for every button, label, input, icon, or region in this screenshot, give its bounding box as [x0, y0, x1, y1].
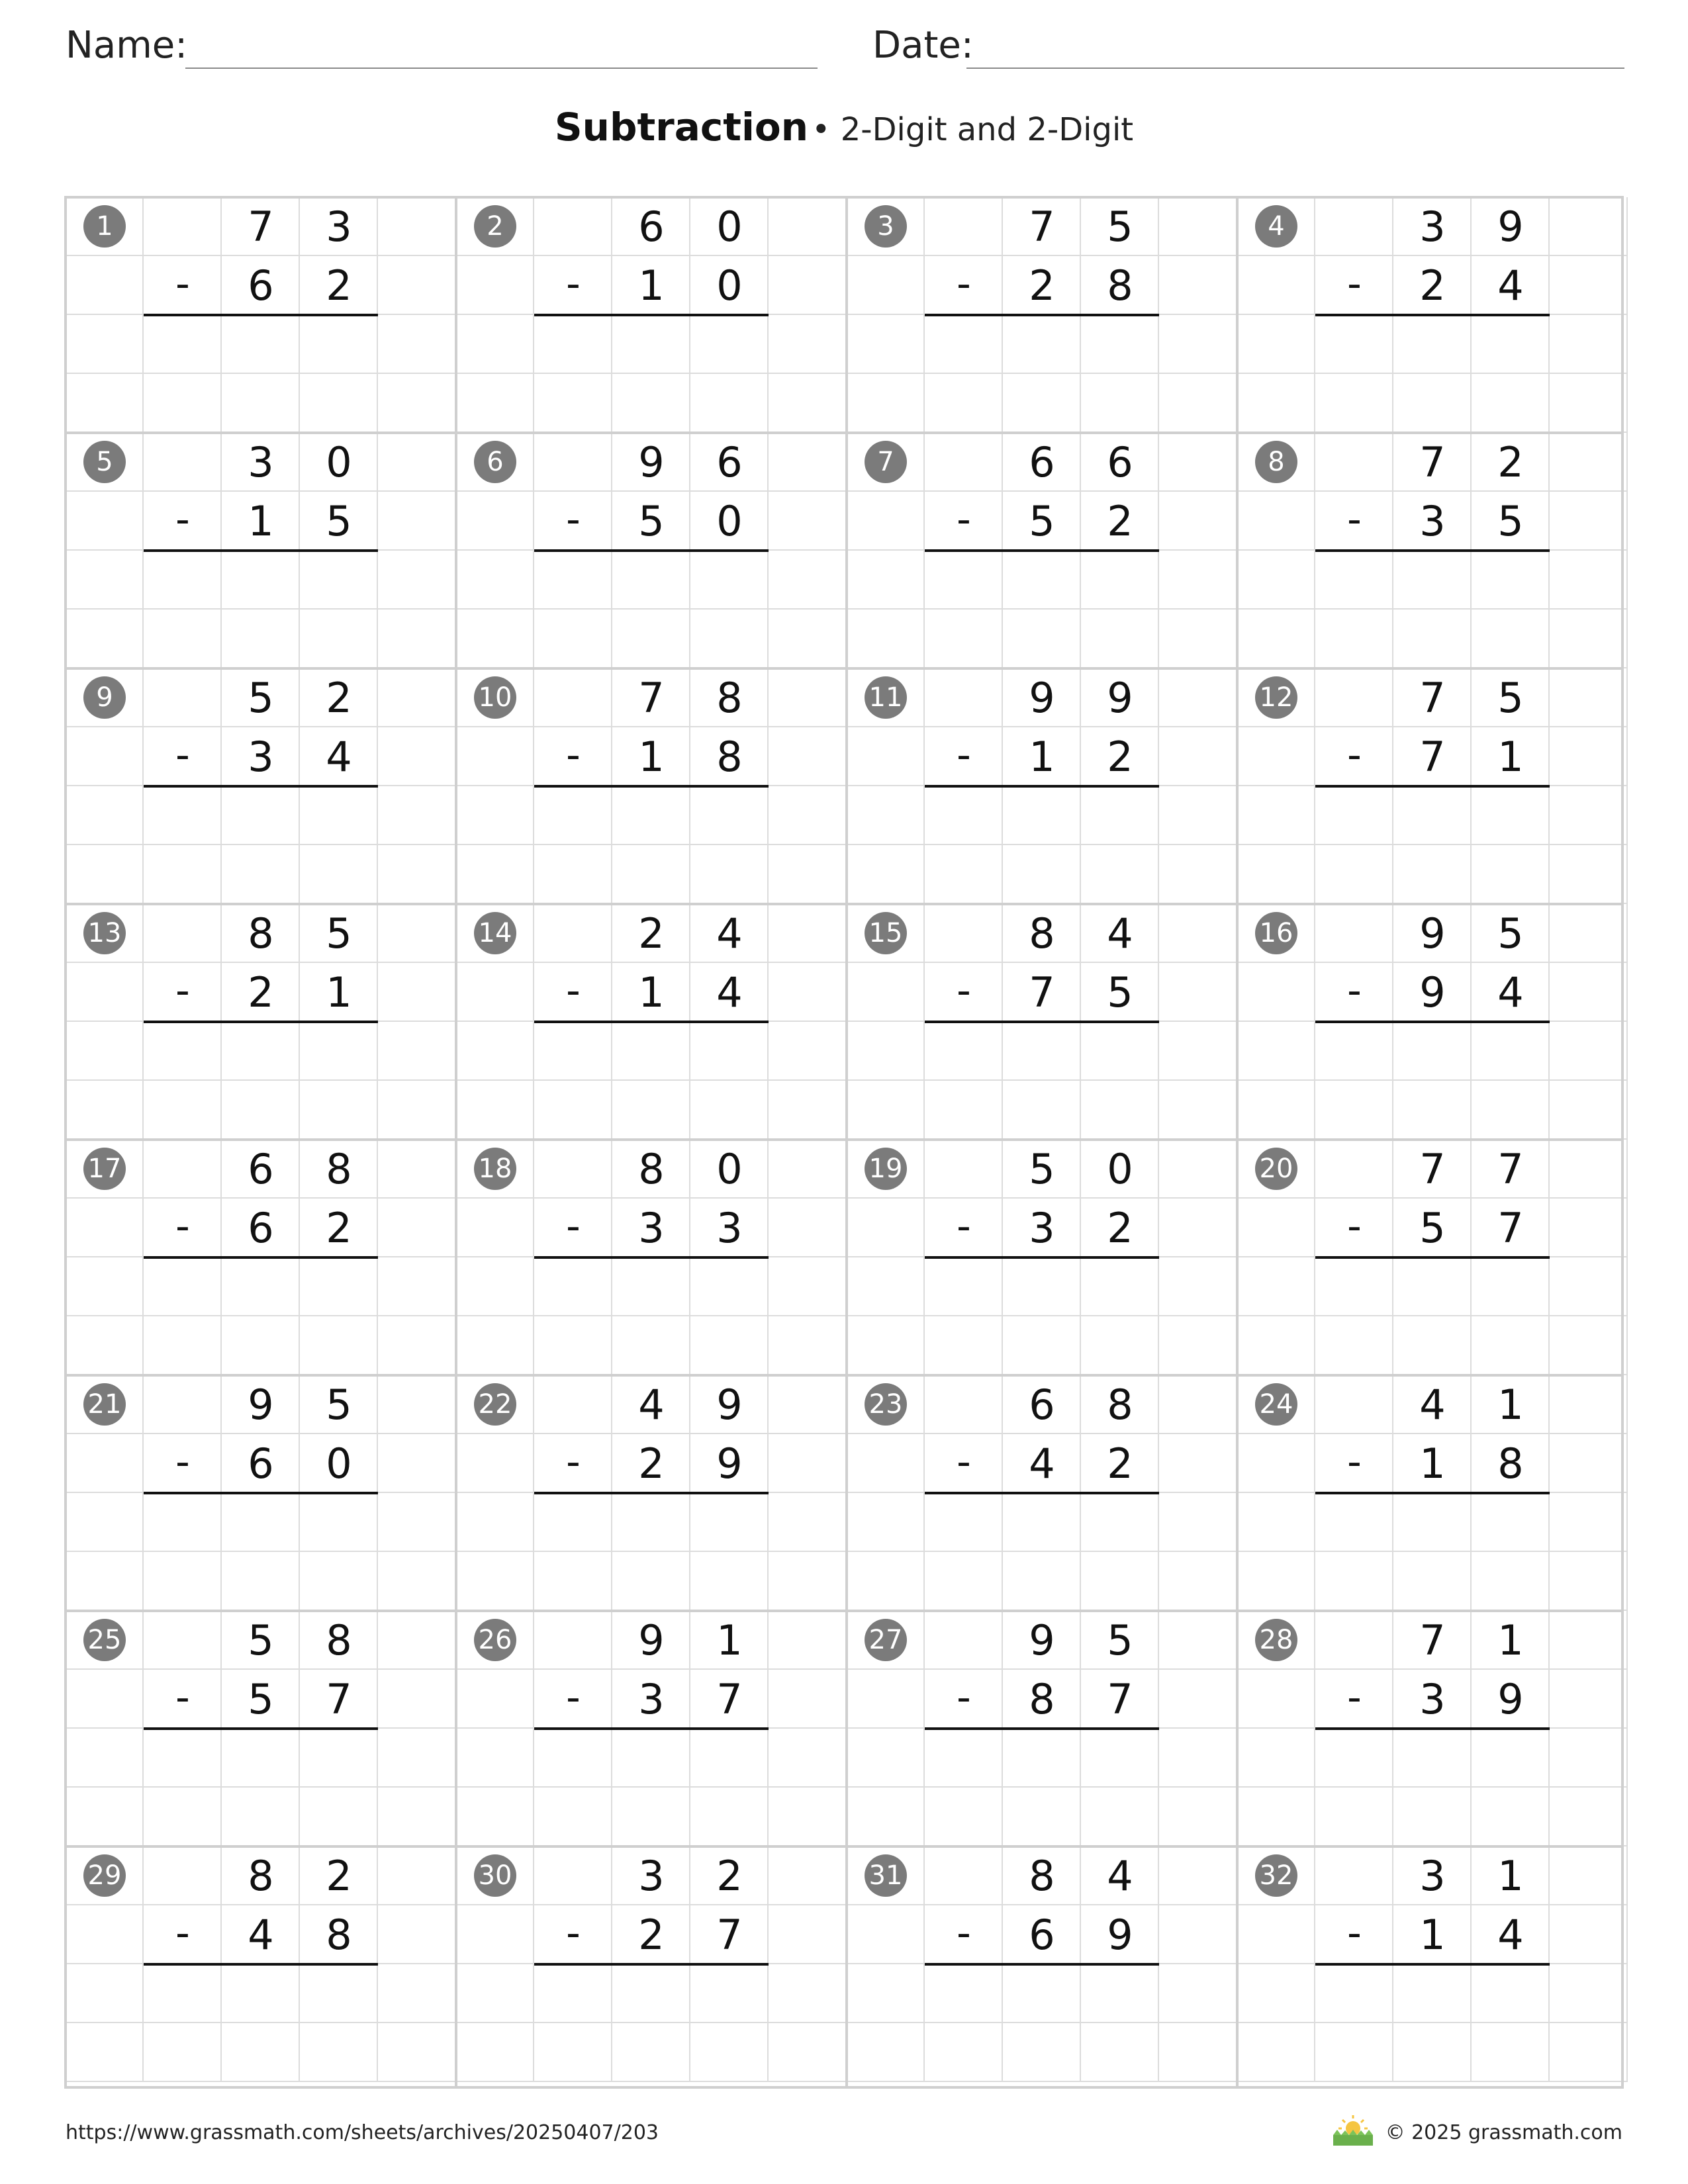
minuend-digit: 9: [1029, 1616, 1055, 1664]
name-label: Name:: [66, 24, 188, 67]
minus-sign: -: [175, 968, 190, 1014]
subtrahend-digit: 7: [1029, 968, 1055, 1017]
subtrahend-digit: 1: [248, 497, 274, 545]
subtrahend-digit: 0: [716, 497, 743, 545]
minus-sign: -: [175, 1439, 190, 1485]
minuend-digit: 9: [1029, 674, 1055, 722]
name-field[interactable]: [185, 68, 818, 69]
answer-line: [144, 549, 378, 552]
subtrahend-digit: 2: [1107, 1204, 1133, 1252]
subtrahend-digit: 2: [1107, 733, 1133, 781]
minuend-digit: 7: [1419, 1145, 1446, 1193]
date-label: Date:: [872, 24, 974, 67]
minuend-digit: 3: [326, 203, 352, 251]
subtrahend-digit: 2: [638, 1911, 665, 1959]
subtrahend-digit: 4: [1497, 261, 1524, 310]
minuend-digit: 6: [1029, 1381, 1055, 1429]
problem-number-badge: 3: [865, 205, 907, 248]
minuend-digit: 2: [326, 674, 352, 722]
minuend-digit: 5: [1497, 909, 1524, 958]
subtrahend-digit: 3: [1419, 1675, 1446, 1723]
subtrahend-digit: 9: [1419, 968, 1446, 1017]
minuend-digit: 1: [1497, 1381, 1524, 1429]
subtrahend-digit: 1: [326, 968, 352, 1017]
subtrahend-digit: 4: [326, 733, 352, 781]
minuend-digit: 4: [1107, 909, 1133, 958]
subtrahend-digit: 2: [1419, 261, 1446, 310]
subtrahend-digit: 8: [1497, 1439, 1524, 1488]
answer-line: [534, 1963, 769, 1966]
subtrahend-digit: 4: [1497, 1911, 1524, 1959]
answer-line: [534, 1021, 769, 1023]
subtrahend-digit: 3: [248, 733, 274, 781]
problem-number-badge: 31: [865, 1854, 907, 1897]
problem-number-badge: 13: [83, 912, 126, 954]
answer-line: [925, 1963, 1159, 1966]
minuend-digit: 5: [1107, 1616, 1133, 1664]
minus-sign: -: [175, 1203, 190, 1250]
problem-number-badge: 30: [474, 1854, 516, 1897]
answer-line: [1315, 549, 1550, 552]
subtrahend-digit: 7: [1107, 1675, 1133, 1723]
problem-number-badge: 23: [865, 1383, 907, 1426]
problem-number-badge: 4: [1255, 205, 1297, 248]
minuend-digit: 8: [1029, 1852, 1055, 1900]
subtrahend-digit: 2: [1029, 261, 1055, 310]
problem-number-badge: 2: [474, 205, 516, 248]
answer-line: [1315, 1963, 1550, 1966]
minuend-digit: 6: [716, 438, 743, 486]
minuend-digit: 5: [248, 674, 274, 722]
subtrahend-digit: 4: [1497, 968, 1524, 1017]
minus-sign: -: [957, 496, 971, 543]
answer-line: [925, 1021, 1159, 1023]
subtrahend-digit: 6: [248, 1204, 274, 1252]
subtrahend-digit: 4: [1029, 1439, 1055, 1488]
minus-sign: -: [175, 261, 190, 307]
minus-sign: -: [1347, 1674, 1362, 1721]
minuend-digit: 6: [1029, 438, 1055, 486]
subtrahend-digit: 7: [716, 1911, 743, 1959]
subtrahend-digit: 2: [1107, 497, 1133, 545]
subtrahend-digit: 1: [1419, 1911, 1446, 1959]
minus-sign: -: [566, 1910, 581, 1956]
problem-number-badge: 5: [83, 441, 126, 483]
minus-sign: -: [957, 1203, 971, 1250]
minuend-digit: 8: [716, 674, 743, 722]
subtrahend-digit: 8: [1029, 1675, 1055, 1723]
problem-number-badge: 8: [1255, 441, 1297, 483]
minuend-digit: 4: [716, 909, 743, 958]
minuend-digit: 7: [1419, 674, 1446, 722]
subtrahend-digit: 3: [716, 1204, 743, 1252]
page-title: [0, 105, 1688, 150]
minuend-digit: 1: [1497, 1616, 1524, 1664]
subtrahend-digit: 0: [716, 261, 743, 310]
minus-sign: -: [1347, 1203, 1362, 1250]
minuend-digit: 8: [326, 1616, 352, 1664]
answer-line: [534, 1256, 769, 1259]
minus-sign: -: [566, 1439, 581, 1485]
answer-line: [144, 1727, 378, 1730]
minus-sign: -: [957, 1910, 971, 1956]
minuend-digit: 3: [1419, 203, 1446, 251]
minus-sign: -: [1347, 968, 1362, 1014]
subtrahend-digit: 2: [248, 968, 274, 1017]
answer-line: [144, 1256, 378, 1259]
problem-number-badge: 6: [474, 441, 516, 483]
minus-sign: -: [566, 732, 581, 778]
minuend-digit: 6: [638, 203, 665, 251]
minuend-digit: 0: [1107, 1145, 1133, 1193]
answer-line: [925, 785, 1159, 788]
minus-sign: -: [957, 1674, 971, 1721]
problem-number-badge: 26: [474, 1619, 516, 1661]
answer-line: [534, 549, 769, 552]
minuend-digit: 9: [638, 1616, 665, 1664]
subtrahend-digit: 7: [1419, 733, 1446, 781]
subtrahend-digit: 1: [1419, 1439, 1446, 1488]
minuend-digit: 4: [1107, 1852, 1133, 1900]
subtrahend-digit: 5: [248, 1675, 274, 1723]
subtrahend-digit: 8: [326, 1911, 352, 1959]
subtrahend-digit: 7: [716, 1675, 743, 1723]
problem-number-badge: 27: [865, 1619, 907, 1661]
problem-number-badge: 22: [474, 1383, 516, 1426]
title-main: Subtraction: [554, 105, 809, 150]
minuend-digit: 5: [248, 1616, 274, 1664]
minus-sign: -: [566, 261, 581, 307]
minuend-digit: 2: [638, 909, 665, 958]
subtrahend-digit: 1: [638, 968, 665, 1017]
minuend-digit: 7: [638, 674, 665, 722]
footer-copyright: © 2025 grassmath.com: [1385, 2121, 1622, 2144]
minuend-digit: 1: [1497, 1852, 1524, 1900]
minuend-digit: 7: [1497, 1145, 1524, 1193]
subtrahend-digit: 6: [248, 261, 274, 310]
minus-sign: -: [957, 968, 971, 1014]
minus-sign: -: [566, 1674, 581, 1721]
date-field[interactable]: [966, 68, 1624, 69]
answer-line: [1315, 1256, 1550, 1259]
subtrahend-digit: 1: [638, 261, 665, 310]
answer-line: [1315, 1492, 1550, 1494]
answer-line: [144, 785, 378, 788]
subtrahend-digit: 7: [326, 1675, 352, 1723]
answer-line: [144, 1492, 378, 1494]
minuend-digit: 9: [638, 438, 665, 486]
problem-number-badge: 16: [1255, 912, 1297, 954]
problem-number-badge: 10: [474, 676, 516, 719]
answer-line: [534, 1727, 769, 1730]
answer-line: [534, 314, 769, 316]
answer-line: [534, 1492, 769, 1494]
subtrahend-digit: 9: [1497, 1675, 1524, 1723]
subtrahend-digit: 5: [638, 497, 665, 545]
problem-number-badge: 25: [83, 1619, 126, 1661]
answer-line: [1315, 314, 1550, 316]
minus-sign: -: [957, 261, 971, 307]
minuend-digit: 8: [638, 1145, 665, 1193]
subtrahend-digit: 2: [1107, 1439, 1133, 1488]
subtrahend-digit: 2: [326, 261, 352, 310]
subtrahend-digit: 8: [1107, 261, 1133, 310]
problem-number-badge: 1: [83, 205, 126, 248]
subtrahend-digit: 5: [1419, 1204, 1446, 1252]
problem-number-badge: 24: [1255, 1383, 1297, 1426]
minus-sign: -: [175, 1910, 190, 1956]
minuend-digit: 7: [1419, 438, 1446, 486]
minuend-digit: 9: [716, 1381, 743, 1429]
problem-number-badge: 12: [1255, 676, 1297, 719]
answer-line: [925, 314, 1159, 316]
subtrahend-digit: 2: [326, 1204, 352, 1252]
answer-line: [144, 314, 378, 316]
minuend-digit: 8: [1107, 1381, 1133, 1429]
minus-sign: -: [566, 496, 581, 543]
answer-line: [1315, 1727, 1550, 1730]
minuend-digit: 5: [1029, 1145, 1055, 1193]
answer-line: [534, 785, 769, 788]
minus-sign: -: [566, 1203, 581, 1250]
minus-sign: -: [1347, 261, 1362, 307]
subtrahend-digit: 4: [248, 1911, 274, 1959]
minuend-digit: 8: [1029, 909, 1055, 958]
answer-line: [925, 1492, 1159, 1494]
minuend-digit: 9: [1497, 203, 1524, 251]
problem-number-badge: 32: [1255, 1854, 1297, 1897]
answer-line: [144, 1021, 378, 1023]
subtrahend-digit: 4: [716, 968, 743, 1017]
minuend-digit: 8: [326, 1145, 352, 1193]
minus-sign: -: [1347, 496, 1362, 543]
subtrahend-digit: 1: [1497, 733, 1524, 781]
minuend-digit: 3: [638, 1852, 665, 1900]
minuend-digit: 7: [1419, 1616, 1446, 1664]
minuend-digit: 1: [716, 1616, 743, 1664]
answer-line: [925, 1727, 1159, 1730]
subtrahend-digit: 9: [1107, 1911, 1133, 1959]
minuend-digit: 2: [716, 1852, 743, 1900]
problem-number-badge: 18: [474, 1148, 516, 1190]
minus-sign: -: [957, 732, 971, 778]
worksheet-grid: [66, 197, 1622, 2087]
minuend-digit: 3: [1419, 1852, 1446, 1900]
answer-line: [144, 1963, 378, 1966]
minuend-digit: 7: [1029, 203, 1055, 251]
title-subtitle: • 2-Digit and 2-Digit: [812, 111, 1134, 148]
answer-line: [1315, 785, 1550, 788]
subtrahend-digit: 1: [1029, 733, 1055, 781]
problem-number-badge: 14: [474, 912, 516, 954]
grass-sun-logo-icon: [1329, 2113, 1377, 2147]
subtrahend-digit: 8: [716, 733, 743, 781]
answer-line: [925, 549, 1159, 552]
answer-line: [925, 1256, 1159, 1259]
minuend-digit: 0: [716, 1145, 743, 1193]
minuend-digit: 8: [248, 1852, 274, 1900]
problem-number-badge: 7: [865, 441, 907, 483]
minuend-digit: 6: [1107, 438, 1133, 486]
subtrahend-digit: 6: [248, 1439, 274, 1488]
problem-number-badge: 21: [83, 1383, 126, 1426]
minus-sign: -: [1347, 1439, 1362, 1485]
minuend-digit: 4: [638, 1381, 665, 1429]
problem-number-badge: 20: [1255, 1148, 1297, 1190]
problem-number-badge: 19: [865, 1148, 907, 1190]
minuend-digit: 6: [248, 1145, 274, 1193]
minuend-digit: 2: [1497, 438, 1524, 486]
minuend-digit: 4: [1419, 1381, 1446, 1429]
minuend-digit: 8: [248, 909, 274, 958]
problem-number-badge: 11: [865, 676, 907, 719]
minus-sign: -: [175, 1674, 190, 1721]
footer-url: https://www.grassmath.com/sheets/archives/20250407/203: [66, 2121, 659, 2144]
problem-number-badge: 9: [83, 676, 126, 719]
problem-number-badge: 29: [83, 1854, 126, 1897]
subtrahend-digit: 5: [1497, 497, 1524, 545]
minuend-digit: 7: [248, 203, 274, 251]
minuend-digit: 2: [326, 1852, 352, 1900]
subtrahend-digit: 5: [326, 497, 352, 545]
subtrahend-digit: 9: [716, 1439, 743, 1488]
problem-number-badge: 15: [865, 912, 907, 954]
minuend-digit: 9: [1419, 909, 1446, 958]
subtrahend-digit: 2: [638, 1439, 665, 1488]
problem-number-badge: 17: [83, 1148, 126, 1190]
problem-number-badge: 28: [1255, 1619, 1297, 1661]
subtrahend-digit: 3: [1029, 1204, 1055, 1252]
subtrahend-digit: 5: [1107, 968, 1133, 1017]
minus-sign: -: [566, 968, 581, 1014]
minus-sign: -: [957, 1439, 971, 1485]
minuend-digit: 9: [1107, 674, 1133, 722]
subtrahend-digit: 7: [1497, 1204, 1524, 1252]
subtrahend-digit: 6: [1029, 1911, 1055, 1959]
minus-sign: -: [1347, 1910, 1362, 1956]
minuend-digit: 3: [248, 438, 274, 486]
minus-sign: -: [175, 732, 190, 778]
minuend-digit: 9: [248, 1381, 274, 1429]
answer-line: [1315, 1021, 1550, 1023]
subtrahend-digit: 1: [638, 733, 665, 781]
subtrahend-digit: 0: [326, 1439, 352, 1488]
minuend-digit: 5: [1497, 674, 1524, 722]
minus-sign: -: [175, 496, 190, 543]
minuend-digit: 5: [326, 1381, 352, 1429]
subtrahend-digit: 3: [1419, 497, 1446, 545]
minus-sign: -: [1347, 732, 1362, 778]
minuend-digit: 5: [326, 909, 352, 958]
minuend-digit: 0: [326, 438, 352, 486]
subtrahend-digit: 5: [1029, 497, 1055, 545]
subtrahend-digit: 3: [638, 1675, 665, 1723]
subtrahend-digit: 3: [638, 1204, 665, 1252]
minuend-digit: 5: [1107, 203, 1133, 251]
minuend-digit: 0: [716, 203, 743, 251]
